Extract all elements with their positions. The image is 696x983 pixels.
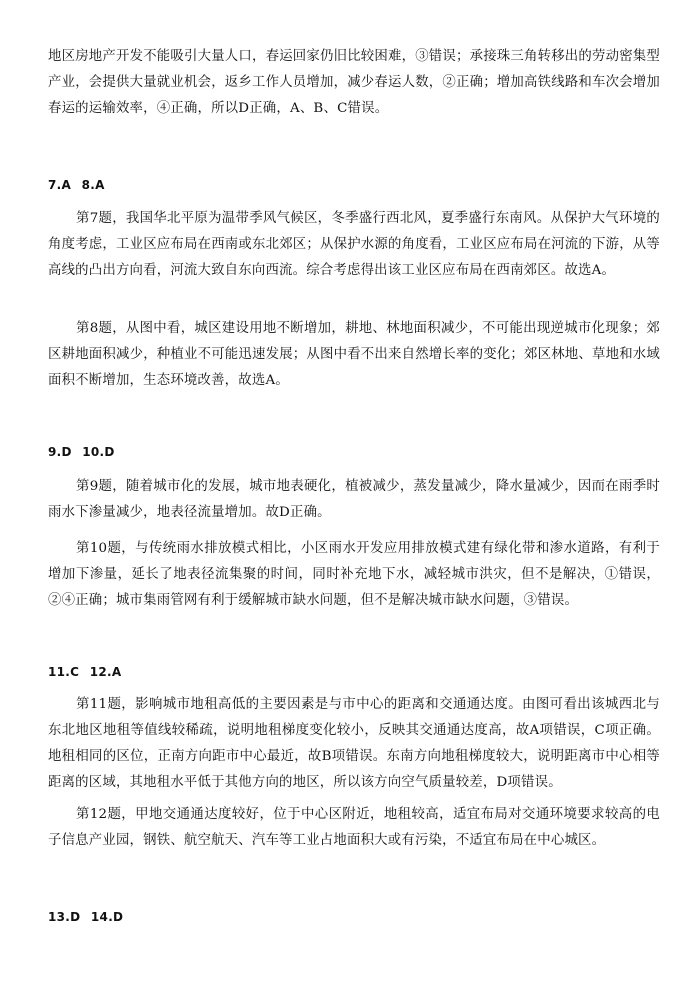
answer-key-11-12: 11.C 12.A: [48, 665, 122, 679]
explanation-q12: 第12题，甲地交通通达度较好，位于中心区附近，地租较高，适宜布局对交通环境要求较高的电子信息产业园，钢铁、航空航天、汽车等工业占地面积大或有污染，不适宜布局在中心城区。: [48, 807, 660, 848]
answer-key-9-10: 9.D 10.D: [48, 445, 115, 459]
explanation-q9: 第9题，随着城市化的发展，城市地表硬化，植被减少，蒸发量减少，降水量减少，因而在雨季时雨水下渗量减少，地表径流量增加。故D正确。: [48, 479, 660, 520]
explanation-q8: 第8题，从图中看，城区建设用地不断增加，耕地、林地面积减少，不可能出现逆城市化现象；郊区耕地面积减少，种植业不可能迅速发展；从图中看不出来自然增长率的变化；郊区林地、草地和水域面积不断增加，生态环境改善，故选A。: [48, 321, 660, 388]
explanation-q7: 第7题，我国华北平原为温带季风气候区，冬季盛行西北风，夏季盛行东南风。从保护大气环境的角度考虑，工业区应布局在西南或东北郊区；从保护水源的角度看，工业区应布局在河流的下游，从等高线的凸出方向看，河流大致自东向西流。综合考虑得出该工业区应布局在西南郊区。故选A。: [48, 211, 660, 278]
intro-paragraph: 地区房地产开发不能吸引大量人口，春运回家仍旧比较困难，③错误；承接珠三角转移出的劳动密集型产业，会提供大量就业机会，返乡工作人员增加，减少春运人数，②正确；增加高铁线路和车次会增加春运的运输效率，④正确，所以D正确，A、B、C错误。: [48, 49, 660, 116]
explanation-q11: 第11题，影响城市地租高低的主要因素是与市中心的距离和交通通达度。由图可看出该城西北与东北地区地租等值线较稀疏，说明地租梯度变化较小，反映其交通通达度高，故A项错误，C项正确。地租相同的区位，正南方向距市中心最近，故B项错误。东南方向地租梯度较大，说明距离市中心相等距离的区域，其地租水平低于其他方向的地区，所以该方向空气质量较差，D项错误。: [48, 697, 660, 790]
answer-key-13-14: 13.D 14.D: [48, 910, 124, 924]
explanation-q10: 第10题，与传统雨水排放模式相比，小区雨水开发应用排放模式建有绿化带和渗水道路，有利于增加下渗量，延长了地表径流集聚的时间，同时补充地下水，减轻城市洪灾，但不是解决，①错误，②④正确；城市集雨管网有利于缓解城市缺水问题，但不是解决城市缺水问题，③错误。: [48, 541, 660, 608]
answer-key-7-8: 7.A 8.A: [48, 178, 105, 192]
